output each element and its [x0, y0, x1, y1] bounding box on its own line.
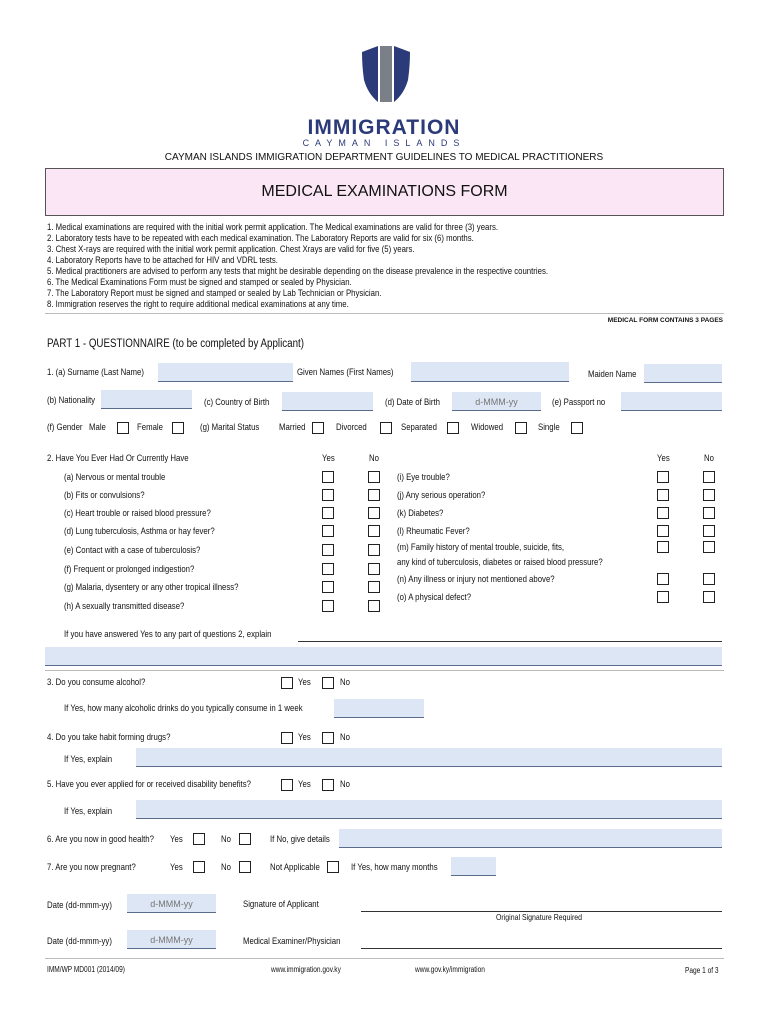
note: 1. Medical examinations are required with the initial work permit application. The Medical examinations are valid for three (3) years. — [47, 222, 499, 233]
note: 6. The Medical Examinations Form must be signed and stamped or sealed by Physician. — [47, 277, 352, 288]
divorced-label: Divorced — [336, 422, 367, 433]
widowed-label: Widowed — [471, 422, 504, 433]
maiden-name-field[interactable] — [644, 364, 722, 383]
original-signature-note: Original Signature Required — [496, 912, 583, 922]
q2-yes-checkbox[interactable] — [322, 507, 334, 519]
logo-title: IMMIGRATION — [307, 116, 461, 139]
q2-explain-field[interactable] — [45, 647, 722, 666]
q5-followup-label: If Yes, explain — [64, 806, 113, 817]
q2-item-label: (g) Malaria, dysentery or any other tropical illness? — [64, 582, 239, 593]
shield-logo-icon — [360, 44, 412, 104]
q2-yes-checkbox[interactable] — [322, 544, 334, 556]
given-names-label: Given Names (First Names) — [297, 367, 394, 378]
gender-label: (f) Gender — [47, 422, 83, 433]
q5-yes-label: Yes — [298, 779, 311, 790]
q2-item-label: (c) Heart trouble or raised blood pressure? — [64, 508, 211, 519]
q3-followup-label: If Yes, how many alcoholic drinks do you typically consume in 1 week — [64, 703, 303, 714]
q2-no-checkbox[interactable] — [703, 525, 715, 537]
q6-no-label: No — [221, 834, 231, 845]
q2-item-label: (l) Rheumatic Fever? — [397, 526, 470, 537]
q4-explain-field[interactable] — [136, 748, 722, 767]
q3-yes-checkbox[interactable] — [281, 677, 293, 689]
q2-yes-checkbox[interactable] — [657, 471, 669, 483]
no-column-label: No — [704, 453, 714, 464]
q2-explain-line — [298, 641, 722, 642]
q2-item-label: (j) Any serious operation? — [397, 490, 486, 501]
separated-checkbox[interactable] — [447, 422, 459, 434]
q2-yes-checkbox[interactable] — [322, 525, 334, 537]
q7-na-label: Not Applicable — [270, 862, 320, 873]
q7-yes-checkbox[interactable] — [193, 861, 205, 873]
passport-label: (e) Passport no — [552, 397, 606, 408]
q2-no-checkbox[interactable] — [368, 471, 380, 483]
note: 8. Immigration reserves the right to require additional medical examinations at any time. — [47, 299, 349, 310]
q3-no-checkbox[interactable] — [322, 677, 334, 689]
examiner-signature-line[interactable] — [361, 948, 722, 949]
q2-yes-checkbox[interactable] — [657, 541, 669, 553]
q2-item-label: (b) Fits or convulsions? — [64, 490, 145, 501]
q2-item-label: (k) Diabetes? — [397, 508, 444, 519]
single-label: Single — [538, 422, 560, 433]
q2-yes-checkbox[interactable] — [322, 600, 334, 612]
note: 7. The Laboratory Report must be signed and stamped or sealed by Lab Technician or Physician. — [47, 288, 382, 299]
q5-yes-checkbox[interactable] — [281, 779, 293, 791]
q5-explain-field[interactable] — [136, 800, 722, 819]
q2-yes-checkbox[interactable] — [657, 489, 669, 501]
nationality-label: (b) Nationality — [47, 395, 96, 406]
female-label: Female — [137, 422, 163, 433]
male-checkbox[interactable] — [117, 422, 129, 434]
q2-no-checkbox[interactable] — [703, 471, 715, 483]
q2-no-checkbox[interactable] — [703, 573, 715, 585]
q2-item-label: (i) Eye trouble? — [397, 472, 450, 483]
passport-field[interactable] — [621, 392, 722, 411]
q2-no-checkbox[interactable] — [703, 591, 715, 603]
q2-yes-checkbox[interactable] — [657, 573, 669, 585]
divider — [45, 670, 724, 671]
separated-label: Separated — [401, 422, 437, 433]
q7-na-checkbox[interactable] — [327, 861, 339, 873]
date-label: Date (dd-mmm-yy) — [47, 936, 112, 947]
q2-item-label: (m) Family history of mental trouble, suicide, fits, — [397, 542, 565, 553]
q5-no-checkbox[interactable] — [322, 779, 334, 791]
q6-details-field[interactable] — [339, 829, 722, 848]
q2-item-label: (n) Any illness or injury not mentioned above? — [397, 574, 555, 585]
divorced-checkbox[interactable] — [380, 422, 392, 434]
q2-yes-checkbox[interactable] — [322, 563, 334, 575]
pages-note: MEDICAL FORM CONTAINS 3 PAGES — [607, 317, 723, 324]
note: 4. Laboratory Reports have to be attached for HIV and VDRL tests. — [47, 255, 278, 266]
q7-months-field[interactable] — [451, 857, 496, 876]
q7-yes-label: Yes — [170, 862, 183, 873]
q4-no-checkbox[interactable] — [322, 732, 334, 744]
q4-followup-label: If Yes, explain — [64, 754, 113, 765]
single-checkbox[interactable] — [571, 422, 583, 434]
q2-no-checkbox[interactable] — [368, 581, 380, 593]
q2-yes-checkbox[interactable] — [322, 489, 334, 501]
q3-label: 3. Do you consume alcohol? — [47, 677, 146, 688]
q2-no-checkbox[interactable] — [703, 507, 715, 519]
form-title-box — [45, 168, 724, 216]
q4-label: 4. Do you take habit forming drugs? — [47, 732, 171, 743]
form-title: MEDICAL EXAMINATIONS FORM — [261, 183, 508, 200]
q6-no-checkbox[interactable] — [239, 833, 251, 845]
yes-column-label: Yes — [322, 453, 335, 464]
q2-no-checkbox[interactable] — [368, 489, 380, 501]
divider — [45, 958, 724, 959]
q2-item-label: (o) A physical defect? — [397, 592, 472, 603]
married-label: Married — [279, 422, 306, 433]
logo-subtitle: CAYMAN ISLANDS — [302, 138, 466, 148]
part1-heading: PART 1 - QUESTIONNAIRE (to be completed by Applicant) — [47, 338, 304, 350]
q2-yes-checkbox[interactable] — [657, 507, 669, 519]
q3-drinks-field[interactable] — [334, 699, 424, 718]
applicant-date-field[interactable] — [127, 894, 216, 913]
q2-heading: 2. Have You Ever Had Or Currently Have — [47, 453, 189, 464]
female-checkbox[interactable] — [172, 422, 184, 434]
note: 2. Laboratory tests have to be repeated with each medical examination. The Laboratory Reports are valid for six (6) months. — [47, 233, 474, 244]
q7-followup-label: If Yes, how many months — [351, 862, 438, 873]
q6-yes-checkbox[interactable] — [193, 833, 205, 845]
q2-item-label: (h) A sexually transmitted disease? — [64, 601, 185, 612]
q5-label: 5. Have you ever applied for or received disability benefits? — [47, 779, 251, 790]
q3-no-label: No — [340, 677, 350, 688]
applicant-signature-label: Signature of Applicant — [243, 899, 319, 910]
q2-no-checkbox[interactable] — [368, 525, 380, 537]
q4-yes-checkbox[interactable] — [281, 732, 293, 744]
q2-yes-checkbox[interactable] — [322, 581, 334, 593]
q2-yes-checkbox[interactable] — [657, 591, 669, 603]
guidelines-heading: CAYMAN ISLANDS IMMIGRATION DEPARTMENT GUIDELINES TO MEDICAL PRACTITIONERS — [164, 152, 604, 163]
dob-label: (d) Date of Birth — [385, 397, 440, 408]
q2-no-checkbox[interactable] — [368, 563, 380, 575]
q2-item-label: (e) Contact with a case of tuberculosis? — [64, 545, 201, 556]
q7-no-label: No — [221, 862, 231, 873]
q5-no-label: No — [340, 779, 350, 790]
q6-followup-label: If No, give details — [270, 834, 330, 845]
form-code: IMM/WP MD001 (2014/09) — [47, 965, 125, 974]
male-label: Male — [89, 422, 106, 433]
q7-no-checkbox[interactable] — [239, 861, 251, 873]
q2-no-checkbox[interactable] — [703, 489, 715, 501]
country-of-birth-field[interactable] — [282, 392, 373, 411]
date-label: Date (dd-mmm-yy) — [47, 900, 112, 911]
q2-no-checkbox[interactable] — [703, 541, 715, 553]
website-link[interactable]: www.immigration.gov.ky — [271, 965, 341, 974]
q2-no-checkbox[interactable] — [368, 544, 380, 556]
surname-field[interactable] — [158, 363, 293, 382]
widowed-checkbox[interactable] — [515, 422, 527, 434]
q4-yes-label: Yes — [298, 732, 311, 743]
note: 5. Medical practitioners are advised to perform any tests that might be desirable depending on the disease prevalence in the respective countries. — [47, 266, 549, 277]
examiner-date-field[interactable] — [127, 930, 216, 949]
married-checkbox[interactable] — [312, 422, 324, 434]
q2-yes-checkbox[interactable] — [657, 525, 669, 537]
q2-explain-label: If you have answered Yes to any part of questions 2, explain — [64, 629, 272, 640]
dob-field[interactable] — [452, 392, 541, 411]
marital-status-label: (g) Marital Status — [200, 422, 260, 433]
divider — [45, 313, 724, 314]
q4-no-label: No — [340, 732, 350, 743]
q2-item-label: (f) Frequent or prolonged indigestion? — [64, 564, 195, 575]
maiden-name-label: Maiden Name — [588, 369, 637, 380]
q2-yes-checkbox[interactable] — [322, 471, 334, 483]
page-number: Page 1 of 3 — [685, 966, 719, 975]
q3-yes-label: Yes — [298, 677, 311, 688]
q2-item-label: (a) Nervous or mental trouble — [64, 472, 166, 483]
yes-column-label: Yes — [657, 453, 670, 464]
note: 3. Chest X-rays are required with the initial work permit application. Chest Xrays are valid for five (5) years. — [47, 244, 415, 255]
nationality-field[interactable] — [101, 390, 192, 409]
no-column-label: No — [369, 453, 379, 464]
given-names-field[interactable] — [411, 362, 569, 382]
q2-m-line2: any kind of tuberculosis, diabetes or raised blood pressure? — [397, 557, 603, 568]
q2-item-label: (d) Lung tuberculosis, Asthma or hay fever? — [64, 526, 215, 537]
q7-label: 7. Are you now pregnant? — [47, 862, 136, 873]
q6-yes-label: Yes — [170, 834, 183, 845]
q2-no-checkbox[interactable] — [368, 507, 380, 519]
website-link[interactable]: www.gov.ky/immigration — [415, 965, 485, 974]
q6-label: 6. Are you now in good health? — [47, 834, 154, 845]
q2-no-checkbox[interactable] — [368, 600, 380, 612]
surname-label: 1. (a) Surname (Last Name) — [47, 367, 144, 378]
country-of-birth-label: (c) Country of Birth — [204, 397, 270, 408]
examiner-label: Medical Examiner/Physician — [243, 936, 341, 947]
